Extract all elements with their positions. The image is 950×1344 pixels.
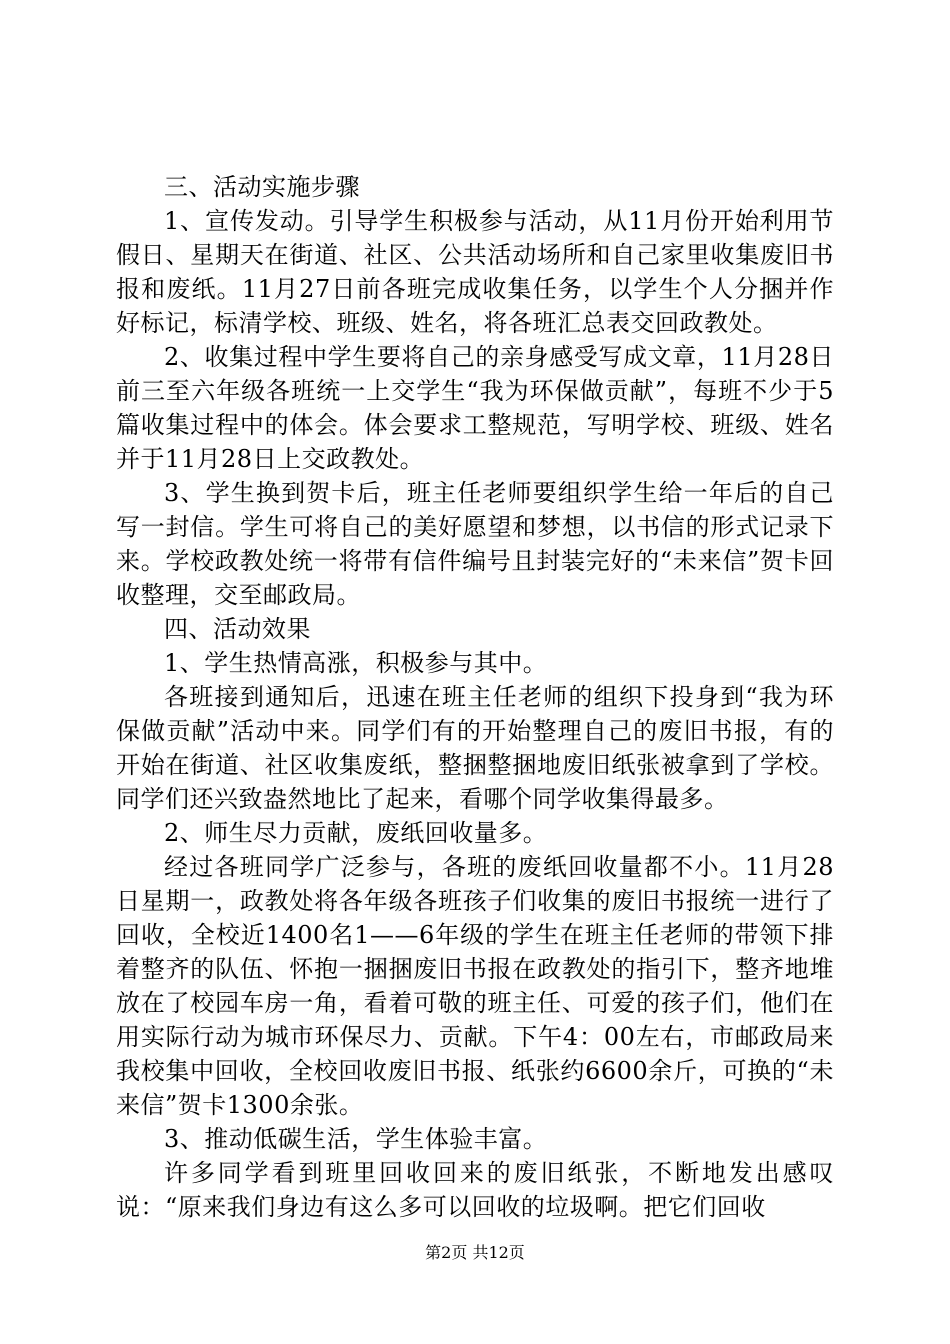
paragraph-step-1: 1、宣传发动。引导学生积极参与活动，从11月份开始利用节假日、星期天在街道、社区、公共活动场所和自己家里收集废旧书报和废纸。11月27日前各班完成收集任务，以学生个人分捆并作好标记，标清学校、班级、姓名，将各班汇总表交回政教处。	[116, 207, 834, 337]
subheading-effect-1: 1、学生热情高涨，积极参与其中。	[164, 649, 548, 677]
page-number-footer: 第2页 共12页	[425, 1243, 525, 1262]
paragraph-effect-3: 许多同学看到班里回收回来的废旧纸张，不断地发出感叹说：“原来我们身边有这么多可以回收的垃圾啊。把它们回收	[116, 1159, 834, 1221]
subheading-effect-2: 2、师生尽力贡献，废纸回收量多。	[164, 819, 548, 847]
section-heading-effects: 四、活动效果	[164, 615, 311, 643]
paragraph-step-2: 2、收集过程中学生要将自己的亲身感受写成文章，11月28日前三至六年级各班统一上交学生“我为环保做贡献”，每班不少于5篇收集过程中的体会。体会要求工整规范，写明学校、班级、姓名并于11月28日上交政教处。	[116, 343, 834, 473]
subheading-effect-3: 3、推动低碳生活，学生体验丰富。	[164, 1125, 548, 1153]
paragraph-effect-1: 各班接到通知后，迅速在班主任老师的组织下投身到“我为环保做贡献”活动中来。同学们有的开始整理自己的废旧书报，有的开始在街道、社区收集废纸，整捆整捆地废旧纸张被拿到了学校。同学们还兴致盎然地比了起来，看哪个同学收集得最多。	[116, 683, 834, 813]
document-body	[116, 170, 834, 1224]
paragraph-effect-2: 经过各班同学广泛参与，各班的废纸回收量都不小。11月28日星期一，政教处将各年级各班孩子们收集的废旧书报统一进行了回收，全校近1400名1——6年级的学生在班主任老师的带领下排着整齐的队伍、怀抱一捆捆废旧书报在政教处的指引下，整齐地堆放在了校园车房一角，看着可敬的班主任、可爱的孩子们，他们在用实际行动为城市环保尽力、贡献。下午4：00左右，市邮政局来我校集中回收，全校回收废旧书报、纸张约6600余斤，可换的“未来信”贺卡1300余张。	[116, 853, 834, 1119]
paragraph-step-3: 3、学生换到贺卡后，班主任老师要组织学生给一年后的自己写一封信。学生可将自己的美好愿望和梦想，以书信的形式记录下来。学校政教处统一将带有信件编号且封装完好的“未来信”贺卡回收整理，交至邮政局。	[116, 479, 834, 609]
section-heading-steps: 三、活动实施步骤	[164, 173, 360, 201]
